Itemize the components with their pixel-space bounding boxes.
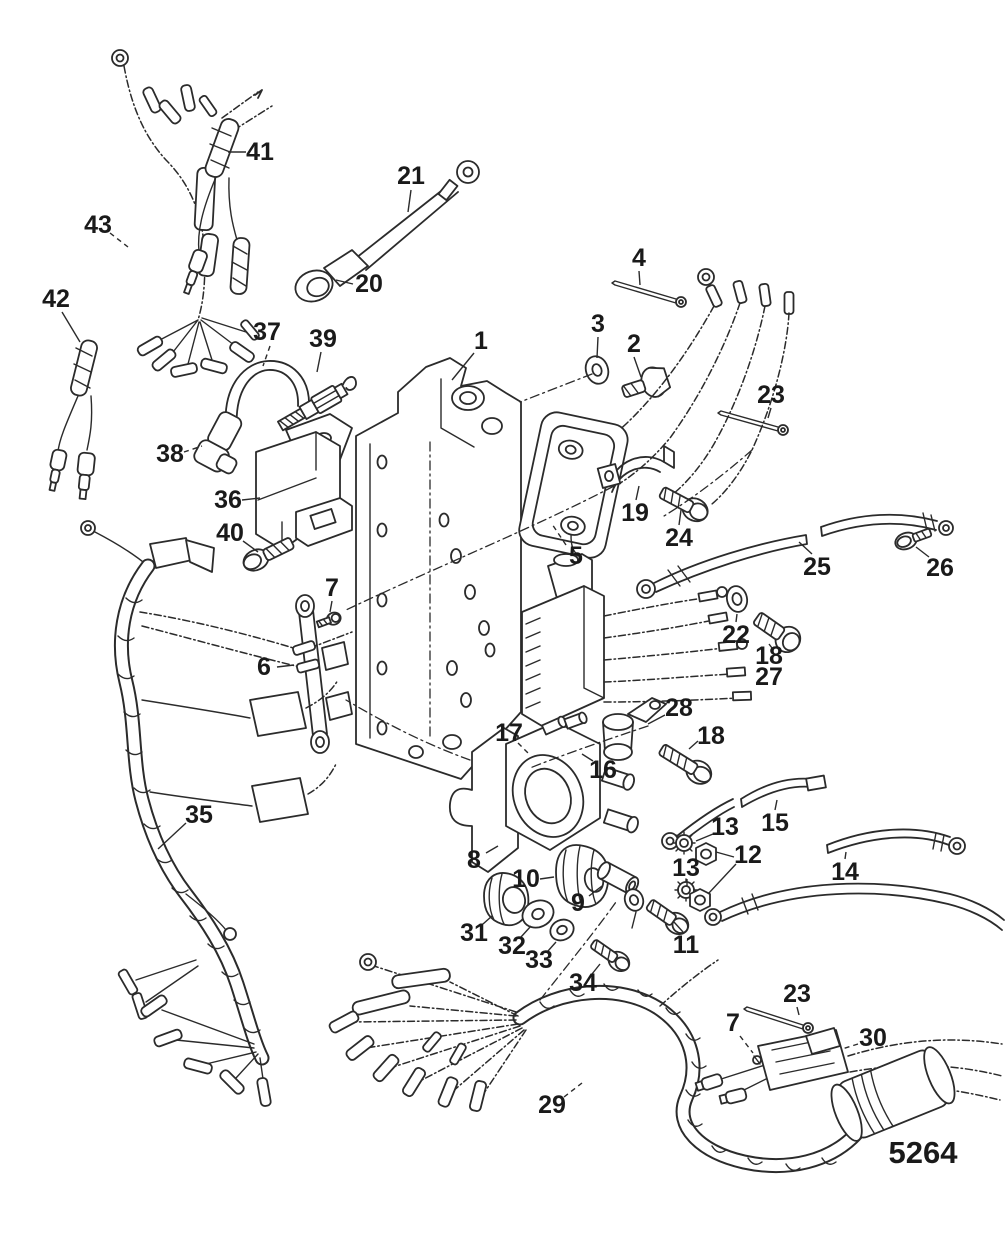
callout-19: 19 (621, 499, 649, 527)
callout-25: 25 (803, 553, 831, 581)
callout-18: 18 (697, 722, 725, 750)
leader-line-39 (317, 352, 321, 372)
leader-line-7 (740, 1036, 753, 1053)
callout-18: 18 (755, 642, 783, 670)
leader-line-23 (797, 1007, 799, 1015)
washer-22 (725, 584, 750, 614)
callout-11: 11 (672, 931, 700, 959)
leader-line-43 (110, 233, 128, 247)
callout-23: 23 (783, 980, 811, 1008)
callout-33: 33 (525, 946, 553, 974)
leader-line-30 (842, 1044, 858, 1049)
screw-26 (893, 525, 933, 553)
callout-39: 39 (309, 325, 337, 353)
washer-plain (622, 887, 646, 928)
callout-29: 29 (538, 1091, 566, 1119)
callout-28: 28 (665, 694, 693, 722)
bolt-2 (619, 364, 672, 407)
cable-15 (741, 776, 826, 807)
callout-7: 7 (325, 574, 339, 602)
leader-line-3 (597, 337, 598, 358)
nut-12-lower (690, 889, 710, 911)
leader-line-29 (564, 1083, 582, 1097)
callout-26: 26 (926, 554, 954, 582)
leader-line-19 (636, 486, 639, 500)
leader-line-10 (540, 877, 554, 879)
callout-7: 7 (726, 1009, 740, 1037)
callout-23: 23 (757, 381, 785, 409)
leader-line-35 (158, 823, 186, 849)
callout-12: 12 (734, 841, 762, 869)
callout-38: 38 (156, 440, 184, 468)
callout-22: 22 (722, 621, 750, 649)
callout-37: 37 (253, 318, 281, 346)
callout-32: 32 (498, 932, 526, 960)
leader-line-6 (277, 665, 294, 667)
callout-10: 10 (512, 865, 540, 893)
callout-34: 34 (569, 969, 597, 997)
solenoid-cable-lower (705, 884, 1004, 930)
callout-30: 30 (859, 1024, 887, 1052)
clamp-28 (603, 698, 666, 760)
callout-3: 3 (591, 310, 605, 338)
spark-plug-boot-38 (192, 408, 256, 479)
washer-13-upper (673, 832, 695, 854)
switch-box (522, 554, 751, 726)
leader-line-4 (639, 271, 640, 285)
callout-5: 5 (569, 542, 583, 570)
callout-41: 41 (246, 138, 274, 166)
harness-43-wire-assembly (112, 50, 272, 378)
leader-line-37 (263, 346, 270, 366)
leader-line-42 (62, 312, 80, 342)
callout-13: 13 (672, 854, 700, 882)
cable-14 (827, 829, 965, 854)
cable-tie-23-upper (718, 411, 788, 435)
callout-20: 20 (355, 270, 383, 298)
cable-tie-23-lower (744, 1007, 813, 1033)
callout-9: 9 (571, 889, 585, 917)
callout-2: 2 (627, 330, 641, 358)
callout-27: 27 (755, 663, 783, 691)
diagram-artwork (45, 50, 1004, 1170)
callout-17: 17 (495, 719, 523, 747)
callout-31: 31 (460, 919, 488, 947)
callout-24: 24 (665, 524, 693, 552)
callout-8: 8 (467, 846, 481, 874)
cable-tie-4 (612, 281, 686, 307)
callout-35: 35 (185, 801, 213, 829)
leader-line-21 (408, 190, 411, 212)
leader-line-7 (330, 601, 332, 612)
washer-3 (582, 353, 612, 386)
leader-line-12 (708, 864, 736, 894)
callout-6: 6 (257, 653, 271, 681)
ignition-coil-36 (256, 414, 352, 550)
callout-4: 4 (632, 244, 646, 272)
battery-lead-21 (291, 161, 479, 307)
callout-16: 16 (589, 756, 617, 784)
callout-36: 36 (214, 486, 242, 514)
callout-14: 14 (831, 858, 859, 886)
callout-13: 13 (711, 813, 739, 841)
leader-line-12 (716, 852, 734, 857)
callout-21: 21 (397, 162, 425, 190)
leader-line-24 (679, 510, 681, 525)
callout-43: 43 (84, 211, 112, 239)
callout-1: 1 (474, 327, 488, 355)
main-connector-barrel (825, 1043, 961, 1144)
figure-number: 5264 (888, 1135, 958, 1170)
callout-42: 42 (42, 285, 70, 313)
leader-line-40 (243, 541, 258, 552)
screw-7-upper (316, 611, 343, 630)
leader-line-2 (634, 357, 641, 377)
callout-40: 40 (216, 519, 244, 547)
callout-15: 15 (761, 809, 789, 837)
lead-assembly-42 (45, 339, 98, 500)
